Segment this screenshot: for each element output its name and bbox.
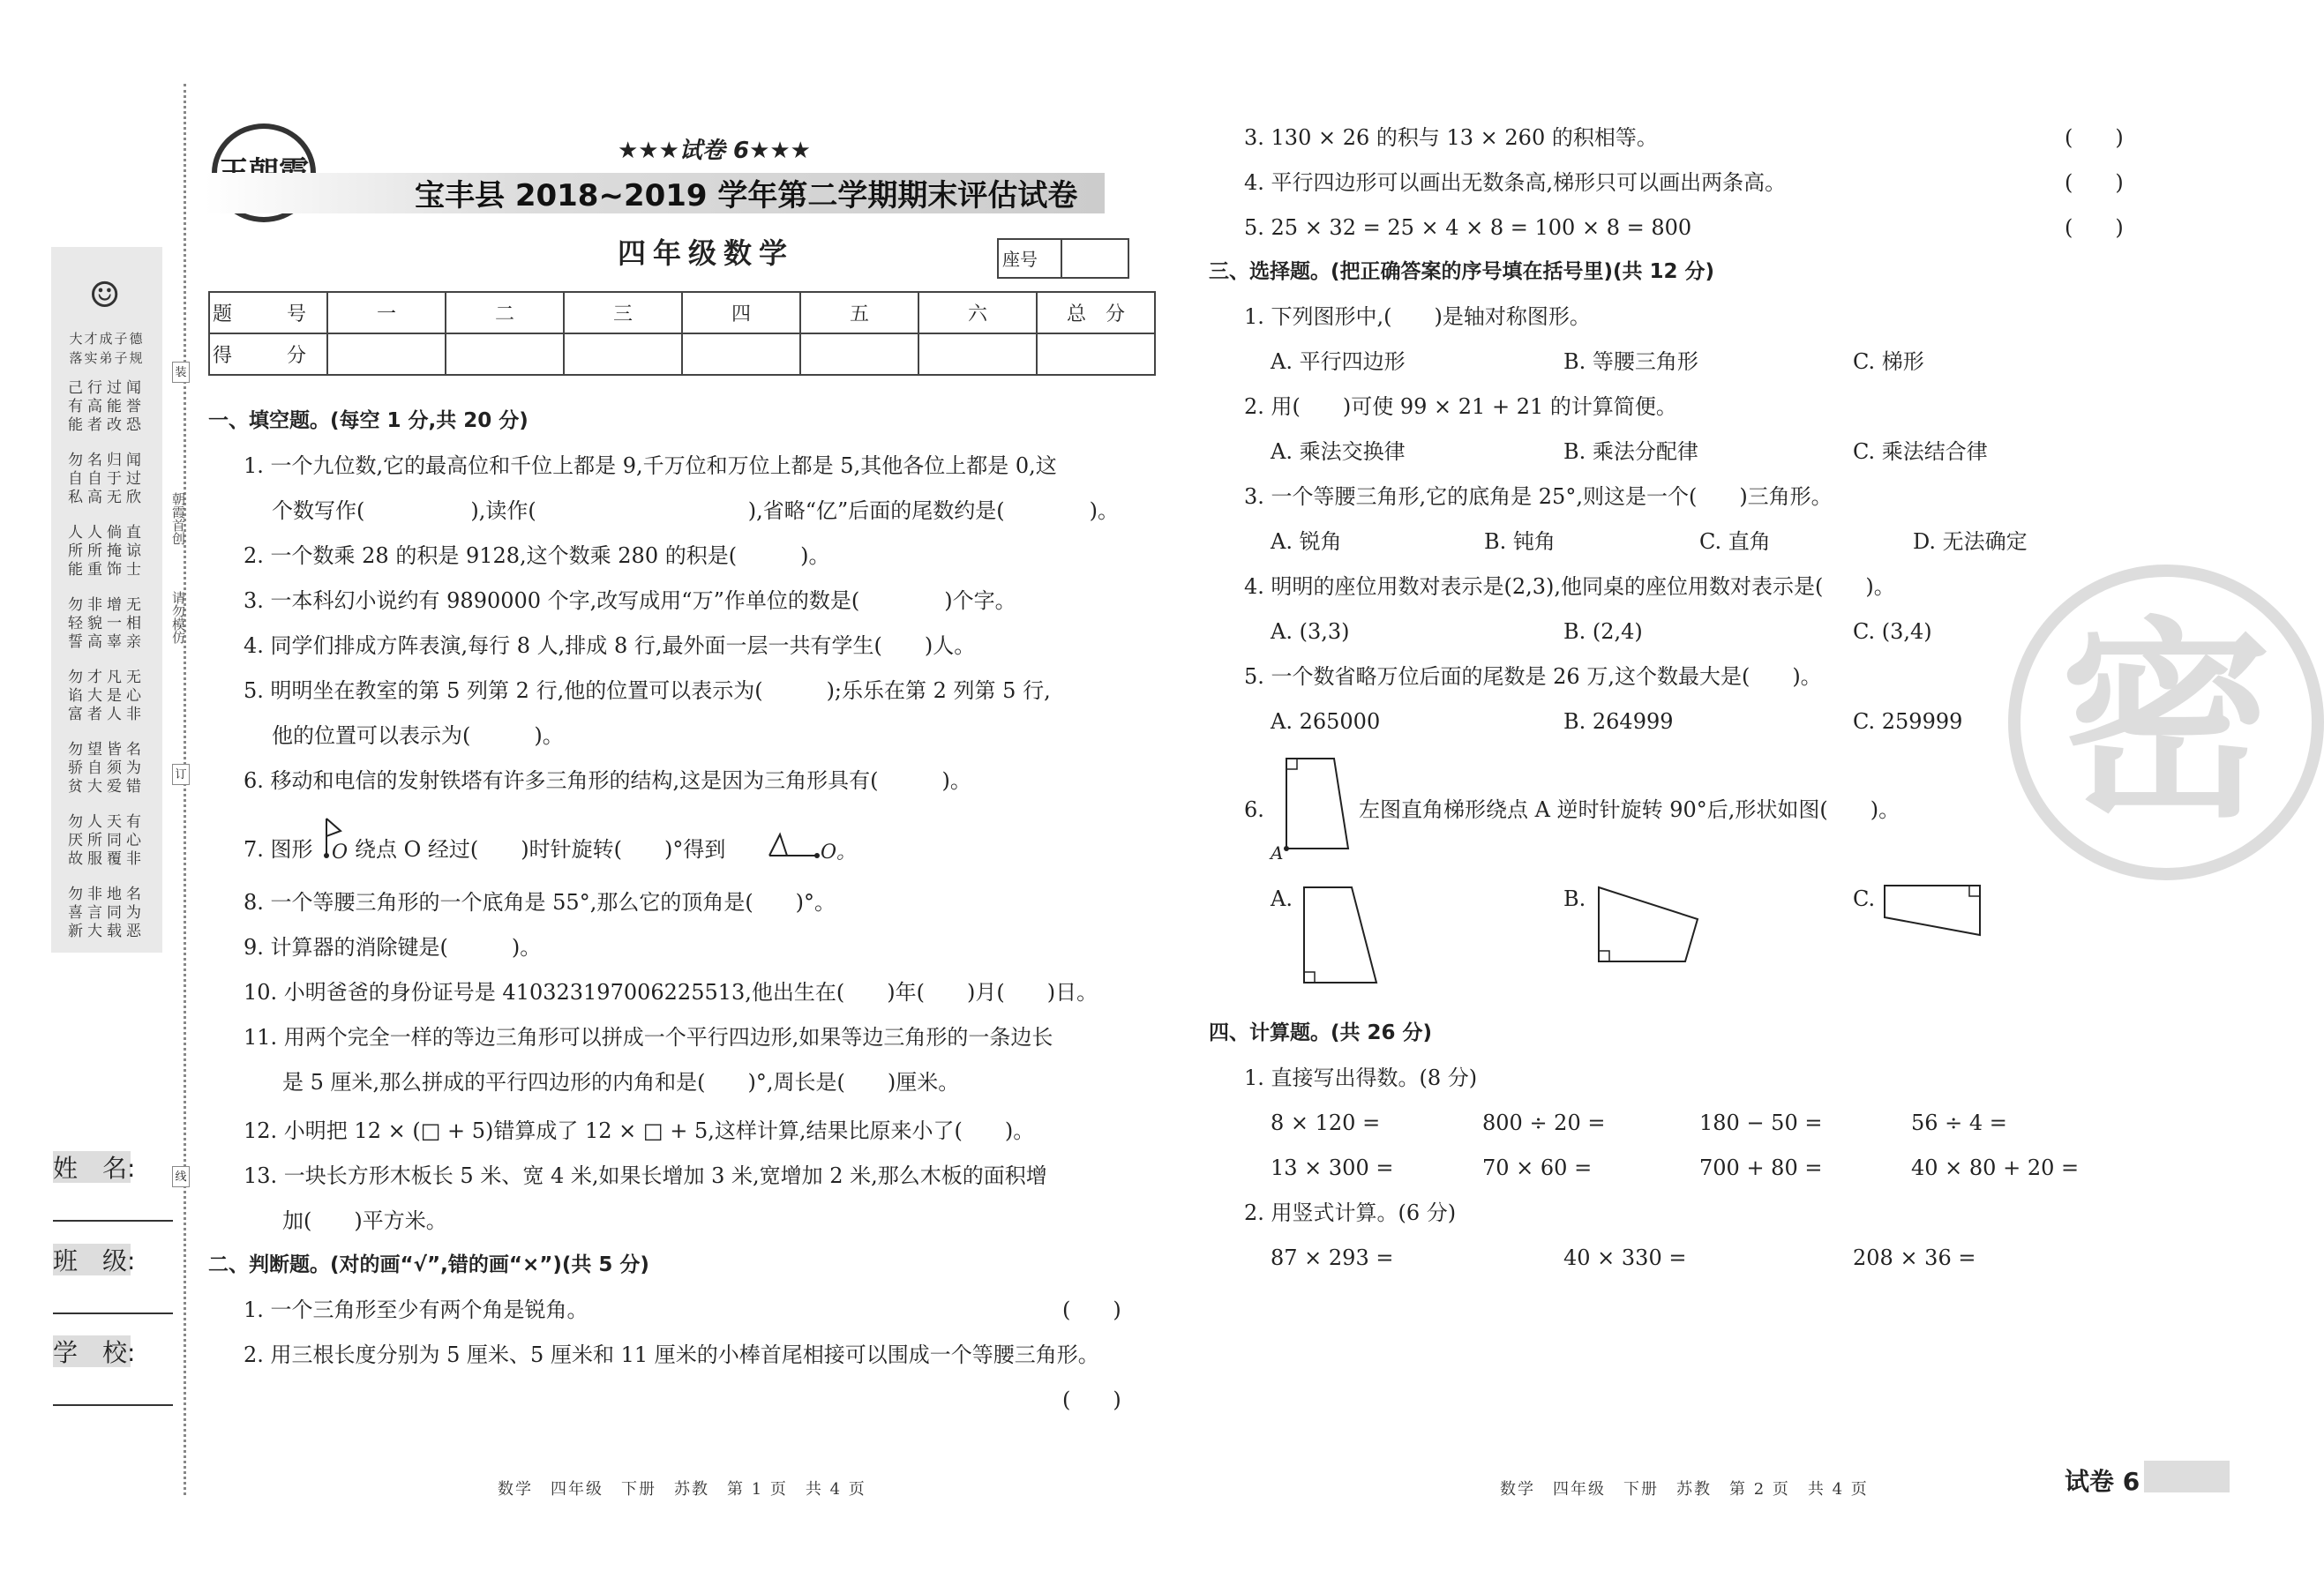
motto-block: 己行过闻 有高能誉 能者改恐: [68, 379, 146, 434]
score-header-cell: 五: [800, 292, 918, 333]
option-a-figure: [1302, 886, 1382, 984]
choice-option: A. 锐角: [1271, 529, 1342, 554]
score-table-score-row: [209, 333, 1155, 375]
series-tag: ★★★试卷 6★★★: [618, 138, 811, 164]
motto-block: 人人倘直 所所掩谅 能重饰士: [68, 524, 146, 579]
question-text: 1. 一个九位数,它的最高位和千位上都是 9,千万位和万位上都是 5,其他各位上都是 0,这: [244, 453, 1057, 478]
score-cell[interactable]: [1037, 333, 1155, 375]
question-text: 12. 小明把 12 × (□ + 5)错算成了 12 × □ + 5,这样计算,结果比原来小了( )。: [244, 1118, 1035, 1143]
score-header-cell: 三: [564, 292, 682, 333]
motto-block: 勿才凡无 谄大是心 富者人非: [68, 669, 146, 723]
question-text: 4. 同学们排成方阵表演,每行 8 人,排成 8 行,最外面一层一共有学生( )人。: [244, 633, 976, 658]
question-text: 3. 一个等腰三角形,它的底角是 25°,则这是一个( )三角形。: [1244, 484, 1833, 509]
question-text: 7. 图形: [244, 837, 313, 862]
motto-block: 勿名归闻 自自于过 私高无欣: [68, 452, 146, 506]
answer-parentheses[interactable]: ( ): [1062, 1387, 1121, 1412]
question-text: 1. 下列图形中,( )是轴对称图形。: [1244, 304, 1591, 329]
question-text: 3. 130 × 26 的积与 13 × 260 的积相等。: [1244, 125, 1658, 150]
name-label: 姓 名:: [53, 1154, 136, 1183]
score-cell[interactable]: [682, 333, 800, 375]
question-text: 加( )平方米。: [282, 1208, 447, 1233]
choice-option: C. (3,4): [1853, 619, 1932, 644]
calc-item: 56 ÷ 4 =: [1911, 1111, 2007, 1135]
calc-item: 70 × 60 =: [1482, 1155, 1593, 1180]
calc-item: 13 × 300 =: [1271, 1155, 1394, 1180]
motto-block: 勿人天有 厌所同心 故服覆非: [68, 813, 146, 868]
question-text: 2. 用竖式计算。(6 分): [1244, 1200, 1457, 1225]
option-b-figure: [1597, 886, 1699, 963]
question-text: 2. 一个数乘 28 的积是 9128,这个数乘 280 的积是( )。: [244, 543, 830, 568]
score-table: [208, 291, 1156, 376]
school-field[interactable]: [53, 1404, 173, 1406]
choice-option: C. 乘法结合律: [1853, 439, 1988, 464]
motto-title-1: 大才成子德: [69, 331, 145, 347]
calc-item: 700 + 80 =: [1699, 1155, 1823, 1180]
question-text: 5. 一个数省略万位后面的尾数是 26 万,这个数最大是( )。: [1244, 664, 1822, 689]
question-text: 8. 一个等腰三角形的一个底角是 55°,那么它的顶角是( )°。: [244, 890, 836, 915]
point-o-label: O。: [821, 841, 857, 864]
question-text: 11. 用两个完全一样的等边三角形可以拼成一个平行四边形,如果等边三角形的一条边长: [244, 1025, 1053, 1050]
calc-item: 40 × 330 =: [1563, 1245, 1687, 1270]
choice-option: C. 259999: [1853, 709, 1963, 734]
choice-option: A. (3,3): [1271, 619, 1350, 644]
calc-item: 180 − 50 =: [1699, 1111, 1823, 1135]
motto-title-2: 落实弟子规: [69, 350, 145, 366]
binding-mark: 线: [172, 1166, 190, 1187]
score-cell[interactable]: [918, 333, 1037, 375]
choice-option: A.: [1271, 886, 1293, 911]
question-text: 5. 明明坐在教室的第 5 列第 2 行,他的位置可以表示为( );乐乐在第 2 列第 5 行,: [244, 678, 1051, 703]
score-header-cell: 六: [918, 292, 1037, 333]
question-text: 左图直角梯形绕点 A 逆时针旋转 90°后,形状如图( )。: [1359, 797, 1900, 822]
calc-item: 40 × 80 + 20 =: [1911, 1155, 2080, 1180]
option-c-figure: [1883, 884, 1982, 937]
calc-item: 800 ÷ 20 =: [1482, 1111, 1606, 1135]
question-text: 2. 用三根长度分别为 5 厘米、5 厘米和 11 厘米的小棒首尾相接可以围成一个等腰三角形。: [244, 1342, 1099, 1367]
question-text: 绕点 O 经过( )时针旋转( )°得到: [355, 837, 726, 862]
choice-option: C. 梯形: [1853, 349, 1924, 374]
answer-parentheses[interactable]: ( ): [2065, 170, 2124, 195]
corner-band: [2144, 1461, 2230, 1492]
motto-block: 勿望皆名 骄自须为 贫大爱错: [68, 741, 146, 796]
choice-option: A. 乘法交换律: [1271, 439, 1406, 464]
score-header-cell: 总 分: [1037, 292, 1155, 333]
question-text: 10. 小明爸爸的身份证号是 410323197006225513,他出生在( )年( )月( )日。: [244, 980, 1098, 1005]
section-judge-title: 二、判断题。(对的画“√”,错的画“×”)(共 5 分): [208, 1253, 649, 1276]
choice-option: A. 265000: [1271, 709, 1381, 734]
page-footer: 数学 四年级 下册 苏教 第 1 页 共 4 页: [498, 1480, 866, 1499]
question-text: 13. 一块长方形木板长 5 米、宽 4 米,如果长增加 3 米,宽增加 2 米,那么木板的面积增: [244, 1163, 1047, 1188]
choice-option: D. 无法确定: [1913, 529, 2028, 554]
question-number: 6.: [1244, 797, 1264, 822]
score-row-label: 得 分: [209, 333, 327, 375]
motto-block: 勿非地名 喜言同为 新大载恶: [68, 886, 146, 940]
question-text: 是 5 厘米,那么拼成的平行四边形的内角和是( )°,周长是( )厘米。: [282, 1070, 960, 1095]
choice-option: B. 264999: [1563, 709, 1674, 734]
question-text: 1. 直接写出得数。(8 分): [1244, 1066, 1478, 1090]
class-field[interactable]: [53, 1313, 173, 1314]
score-header-cell: 二: [446, 292, 564, 333]
section-choice-title: 三、选择题。(把正确答案的序号填在括号里)(共 12 分): [1209, 260, 1715, 283]
answer-parentheses[interactable]: ( ): [2065, 215, 2124, 240]
subject-title: 四年级数学: [618, 236, 795, 270]
name-field[interactable]: [53, 1220, 173, 1222]
choice-option: B. 乘法分配律: [1563, 439, 1698, 464]
score-table-header-row: [209, 292, 1155, 333]
choice-option: B. (2,4): [1563, 619, 1643, 644]
right-trapezoid-figure: [1278, 757, 1348, 854]
section-fill-blank-title: 一、填空题。(每空 1 分,共 20 分): [208, 409, 529, 432]
binding-note: 朝霞首创: [170, 492, 186, 545]
choice-option: C.: [1853, 886, 1876, 911]
score-cell[interactable]: [327, 333, 446, 375]
question-text: 4. 平行四边形可以画出无数条高,梯形只可以画出两条高。: [1244, 170, 1787, 195]
question-text: 个数写作( ),读作( ),省略“亿”后面的尾数约是( )。: [272, 498, 1119, 523]
question-text: 9. 计算器的消除键是( )。: [244, 935, 542, 960]
question-text: 6. 移动和电信的发射铁塔有许多三角形的结构,这是因为三角形具有( )。: [244, 768, 971, 793]
choice-option: A. 平行四边形: [1271, 349, 1406, 374]
score-header-cell: 四: [682, 292, 800, 333]
question-text: 4. 明明的座位用数对表示是(2,3),他同桌的座位用数对表示是( )。: [1244, 574, 1895, 599]
binding-mark: 装: [172, 362, 190, 383]
binding-dotted-line: [184, 84, 186, 1495]
binding-mark: 订: [172, 764, 190, 785]
answer-parentheses[interactable]: ( ): [2065, 125, 2124, 150]
calc-item: 208 × 36 =: [1853, 1245, 1976, 1270]
score-header-cell: 一: [327, 292, 446, 333]
secret-seal-watermark: 密: [2008, 565, 2324, 880]
calc-item: 8 × 120 =: [1271, 1111, 1381, 1135]
score-cell[interactable]: [800, 333, 918, 375]
point-o-label: O: [332, 841, 349, 864]
choice-option: B. 等腰三角形: [1563, 349, 1698, 374]
question-text: 3. 一本科幻小说约有 9890000 个字,改写成用“万”作单位的数是( )个字。: [244, 588, 1016, 613]
calc-item: 87 × 293 =: [1271, 1245, 1394, 1270]
point-a-label: A: [1271, 842, 1284, 864]
choice-option: C. 直角: [1699, 529, 1771, 554]
question-text: 他的位置可以表示为( )。: [272, 723, 564, 748]
question-text: 5. 25 × 32 = 25 × 4 × 8 = 100 × 8 = 800: [1244, 215, 1692, 240]
score-header-cell: 题 号: [209, 292, 327, 333]
choice-option: B.: [1563, 886, 1586, 911]
score-cell[interactable]: [446, 333, 564, 375]
answer-parentheses[interactable]: ( ): [1062, 1298, 1121, 1322]
rotated-flag-icon: [768, 829, 821, 859]
section-calc-title: 四、计算题。(共 26 分): [1209, 1021, 1433, 1044]
class-label: 班 级:: [53, 1246, 136, 1275]
seat-divider: [1061, 238, 1062, 277]
choice-option: B. 钝角: [1484, 529, 1556, 554]
binding-note: 请勿模仿: [170, 591, 186, 644]
question-text: 1. 一个三角形至少有两个角是锐角。: [244, 1298, 588, 1322]
motto-panel: [51, 247, 162, 953]
scholar-figure-icon: ☺: [88, 275, 125, 316]
school-label: 学 校:: [53, 1338, 136, 1367]
page-footer: 数学 四年级 下册 苏教 第 2 页 共 4 页: [1500, 1480, 1869, 1499]
motto-block: 勿非增无 轻貌一相 誓高辜亲: [68, 596, 146, 651]
exam-title: 宝丰县 2018~2019 学年第二学期期末评估试卷: [415, 178, 1078, 213]
score-cell[interactable]: [564, 333, 682, 375]
seat-label: 座号: [1002, 249, 1038, 270]
question-text: 2. 用( )可使 99 × 21 + 21 的计算简便。: [1244, 394, 1677, 419]
corner-exam-tag: 试卷 6: [2065, 1467, 2140, 1496]
